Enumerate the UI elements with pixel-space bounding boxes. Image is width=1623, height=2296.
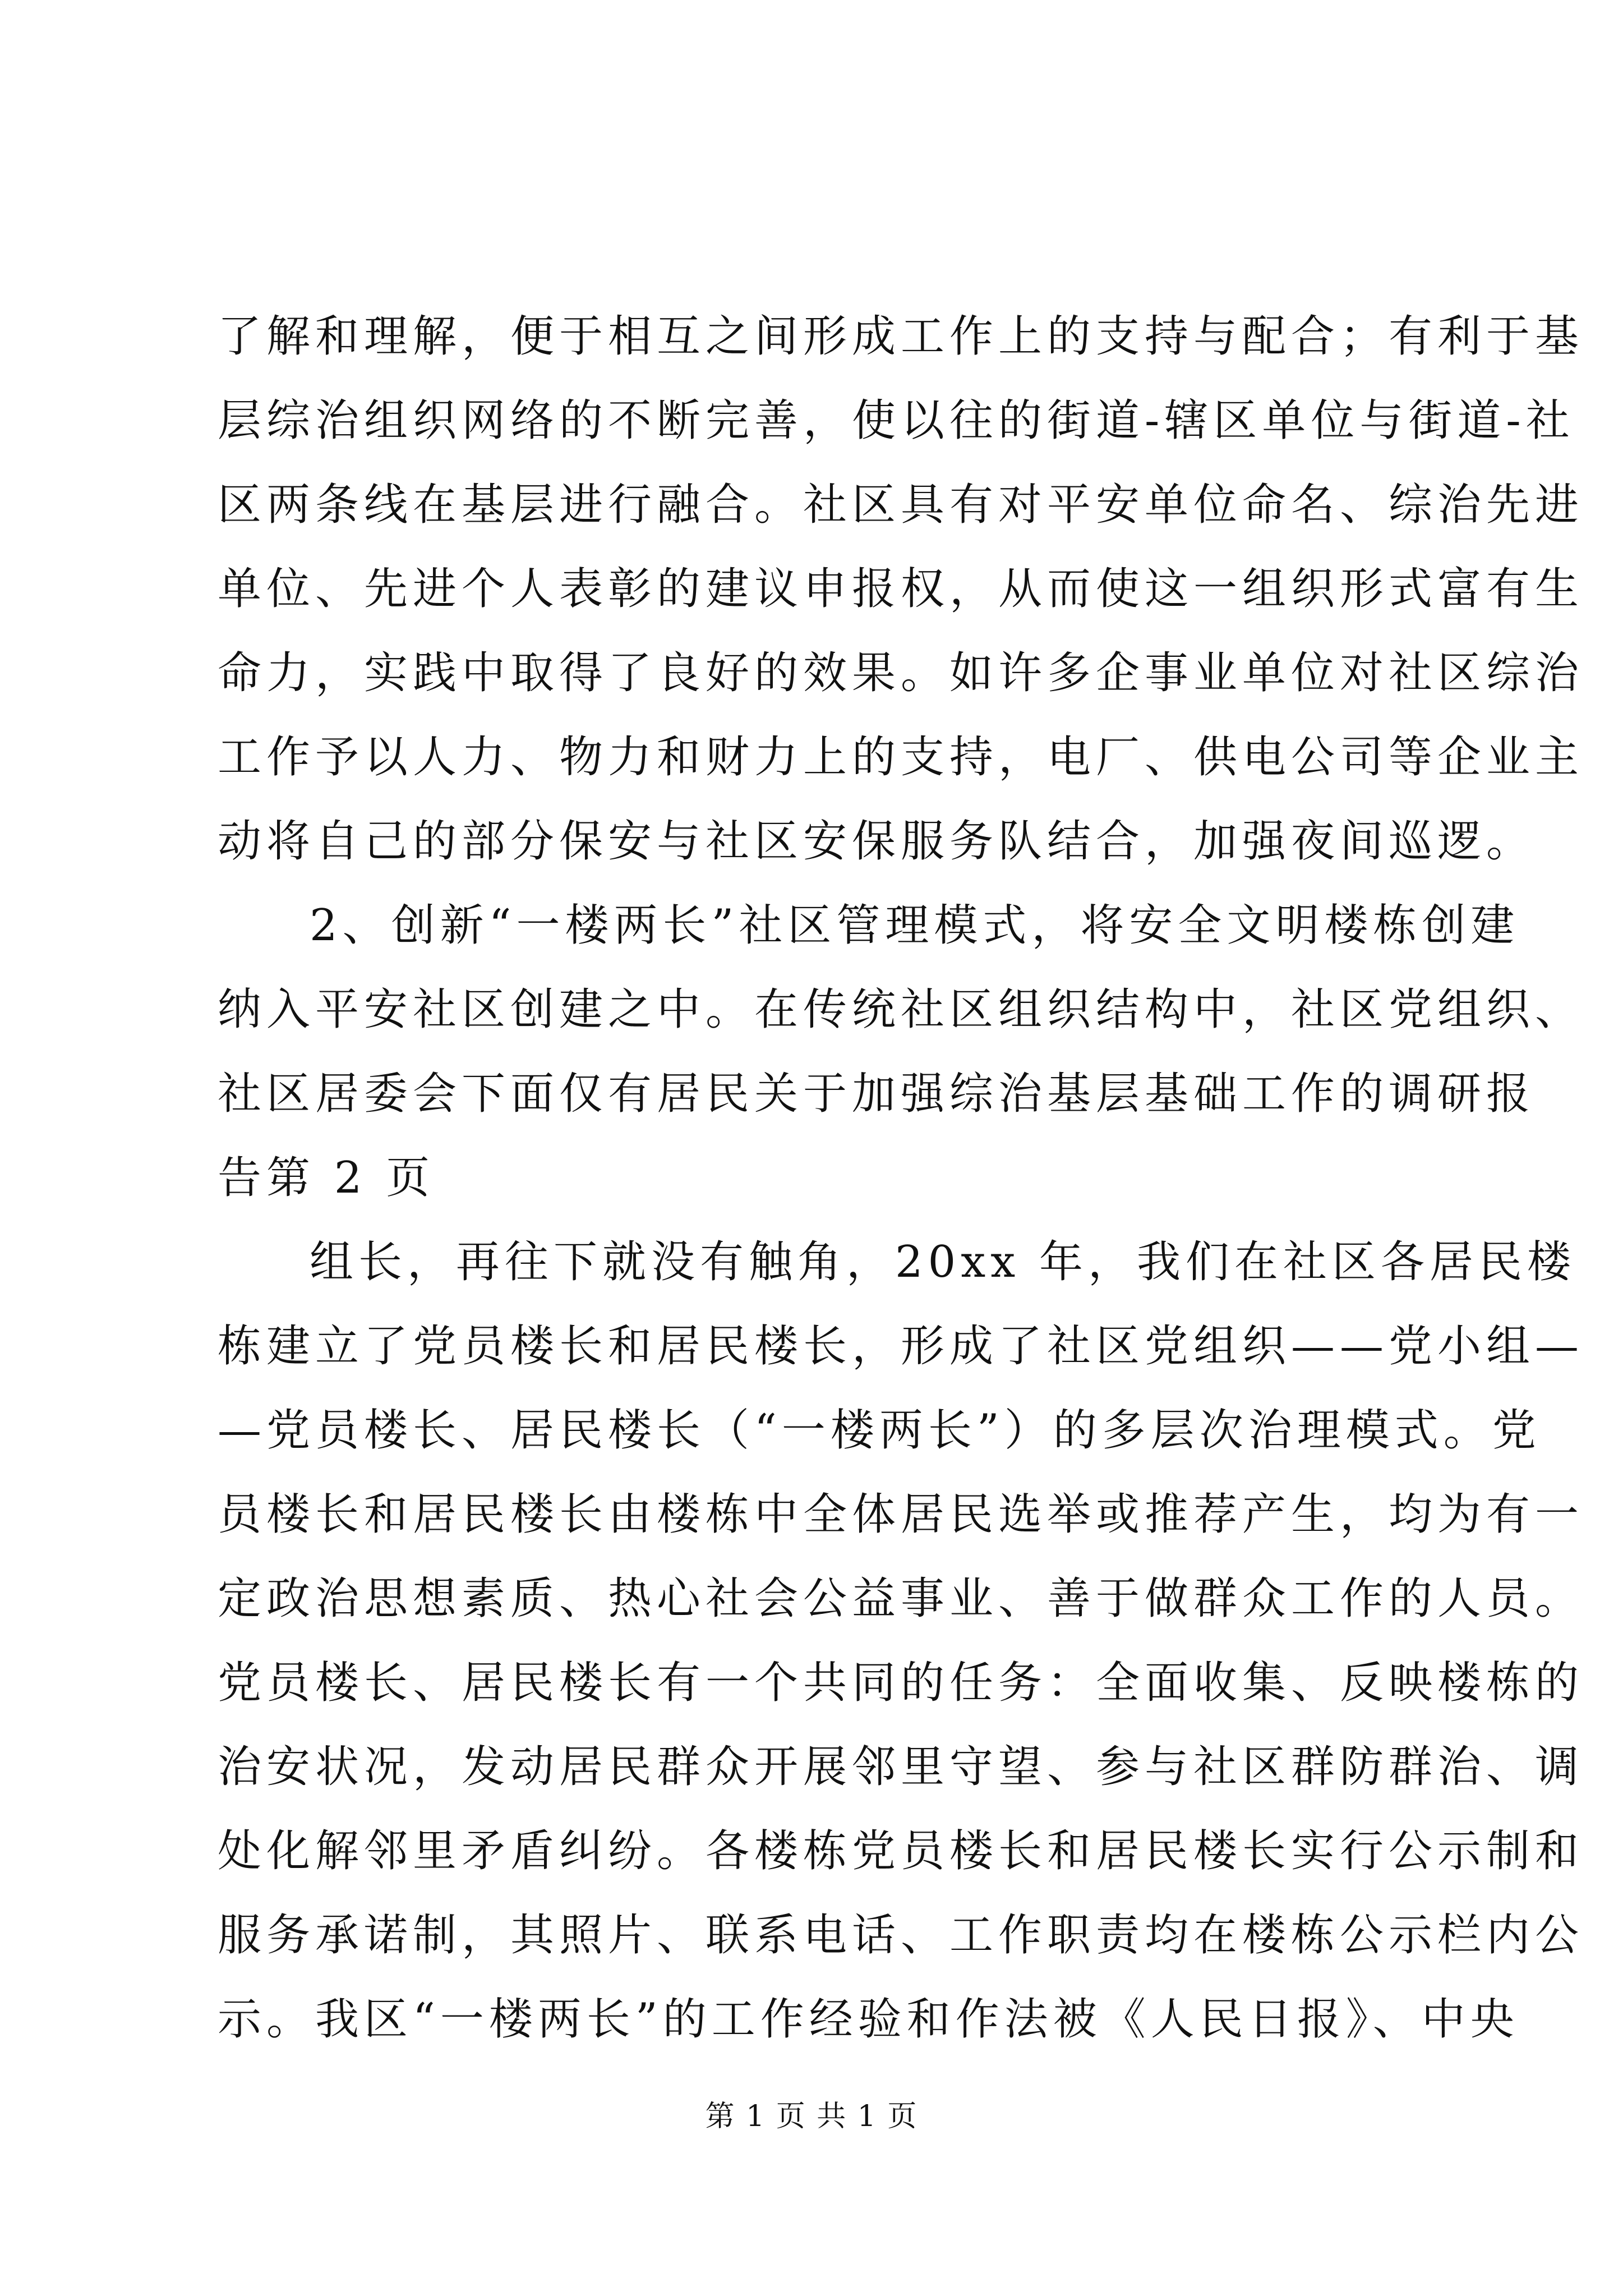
text-line-7: 动将自己的部分保安与社区安保服务队结合，加强夜间巡逻。: [218, 816, 1536, 867]
text-line-10: 社区居委会下面仅有居民关于加强综治基层基础工作的调研报: [218, 1069, 1536, 1119]
text-line-15: 员楼长和居民楼长由楼栋中全体居民选举或推荐产生，均为有一: [218, 1489, 1584, 1540]
text-line-4: 单位、先进个人表彰的建议申报权，从而使这一组织形式富有生: [218, 564, 1584, 614]
text-line-9: 纳入平安社区创建之中。在传统社区组织结构中，社区党组织、: [218, 984, 1584, 1035]
text-line-21: 示。我区“一楼两长”的工作经验和作法被《人民日报》、中央: [218, 1994, 1519, 2045]
text-line-5: 命力，实践中取得了良好的效果。如许多企事业单位对社区综治: [218, 648, 1584, 698]
text-line-17: 党员楼长、居民楼长有一个共同的任务：全面收集、反映楼栋的: [218, 1658, 1584, 1708]
document-body: [218, 295, 1584, 2062]
text-line-18: 治安状况，发动居民群众开展邻里守望、参与社区群防群治、调: [218, 1742, 1584, 1792]
text-line-13: 栋建立了党员楼长和居民楼长，形成了社区党组织——党小组—: [218, 1321, 1584, 1372]
text-line-2: 层综治组织网络的不断完善，使以往的街道-辖区单位与街道-社: [218, 395, 1575, 446]
text-line-14: —党员楼长、居民楼长（“一楼两长”）的多层次治理模式。党: [218, 1405, 1541, 1456]
text-line-8: 2、创新“一楼两长”社区管理模式，将安全文明楼栋创建: [310, 900, 1520, 951]
text-line-19: 处化解邻里矛盾纠纷。各楼栋党员楼长和居民楼长实行公示制和: [218, 1826, 1584, 1876]
text-line-6: 工作予以人力、物力和财力上的支持，电厂、供电公司等企业主: [218, 732, 1584, 783]
text-line-20: 服务承诺制，其照片、联系电话、工作职责均在楼栋公示栏内公: [218, 1910, 1584, 1961]
text-line-1: 了解和理解，便于相互之间形成工作上的支持与配合；有利于基: [218, 311, 1584, 362]
text-line-11: 告第 2 页: [218, 1153, 435, 1203]
page-footer: 第 1 页 共 1 页: [705, 2100, 918, 2133]
text-line-12: 组长，再往下就没有触角，20xx 年，我们在社区各居民楼: [310, 1237, 1576, 1287]
text-line-3: 区两条线在基层进行融合。社区具有对平安单位命名、综治先进: [218, 480, 1584, 530]
text-line-16: 定政治思想素质、热心社会公益事业、善于做群众工作的人员。: [218, 1573, 1584, 1624]
